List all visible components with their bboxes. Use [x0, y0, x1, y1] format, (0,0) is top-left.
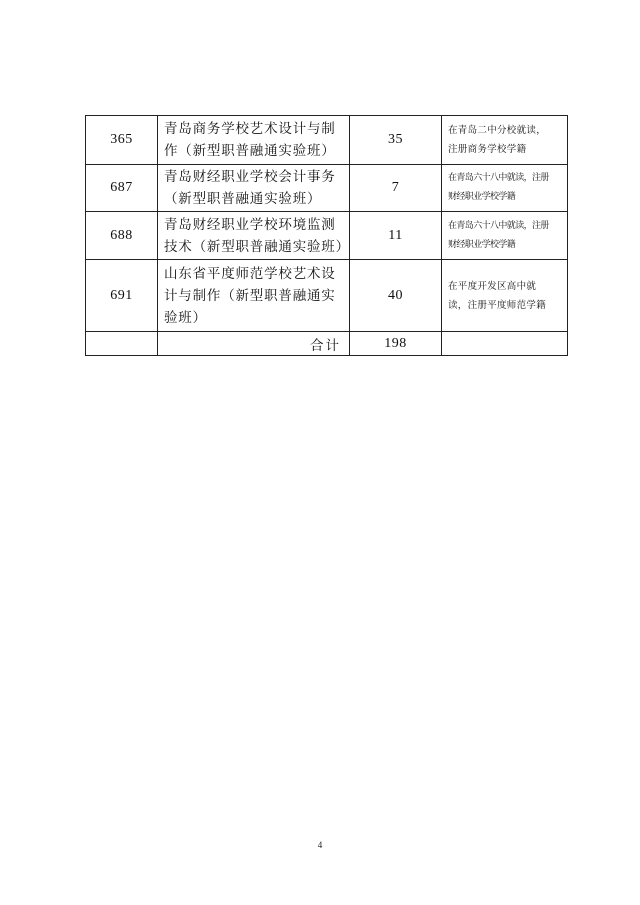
program-note-line: 在青岛六十八中就读，注册 [448, 173, 549, 183]
program-name-line: 技术（新型职普融通实验班） [164, 238, 350, 255]
program-note [442, 116, 568, 165]
program-note-line: 在青岛二中分校就读， [448, 125, 547, 136]
program-note [442, 212, 568, 260]
enrollment-count: 7 [350, 165, 442, 212]
program-code: 691 [86, 260, 158, 332]
program-name-line: 作（新型职普融通实验班） [164, 143, 336, 159]
program-code: 688 [86, 212, 158, 260]
table-row [86, 116, 568, 165]
program-name-line: 青岛财经职业学校环境监测 [164, 216, 336, 233]
program-name-line: 青岛财经职业学校会计事务 [164, 169, 336, 185]
program-code: 687 [86, 165, 158, 212]
program-name [158, 260, 350, 332]
program-note-line: 财经职业学校学籍 [448, 239, 516, 250]
page-number: 4 [317, 840, 323, 850]
program-name-line: 青岛商务学校艺术设计与制 [164, 121, 336, 137]
program-note-line: 在青岛六十八中就读，注册 [448, 220, 549, 231]
program-code: 365 [86, 116, 158, 165]
program-note-line: 财经职业学校学籍 [448, 192, 516, 202]
total-empty-cell [86, 332, 158, 356]
program-note [442, 260, 568, 332]
program-note-line: 读，注册平度师范学籍 [448, 299, 547, 311]
program-note-line: 注册商务学校学籍 [448, 144, 527, 155]
program-note-line: 在平度开发区高中就 [448, 280, 537, 292]
program-name [158, 165, 350, 212]
table-row [86, 165, 568, 212]
total-value: 198 [350, 332, 442, 356]
enrollment-count: 35 [350, 116, 442, 165]
program-name-line: 验班） [164, 309, 207, 326]
total-empty-cell [442, 332, 568, 356]
enrollment-table [85, 115, 568, 356]
program-name-line: 山东省平度师范学校艺术设 [164, 265, 336, 282]
program-name [158, 116, 350, 165]
total-row [86, 332, 568, 356]
enrollment-count: 11 [350, 212, 442, 260]
table-row [86, 212, 568, 260]
enrollment-count: 40 [350, 260, 442, 332]
total-label: 合计 [158, 332, 350, 356]
table-row [86, 260, 568, 332]
program-name [158, 212, 350, 260]
program-note [442, 165, 568, 212]
program-name-line: （新型职普融通实验班） [164, 191, 322, 207]
program-name-line: 计与制作（新型职普融通实 [164, 287, 336, 304]
